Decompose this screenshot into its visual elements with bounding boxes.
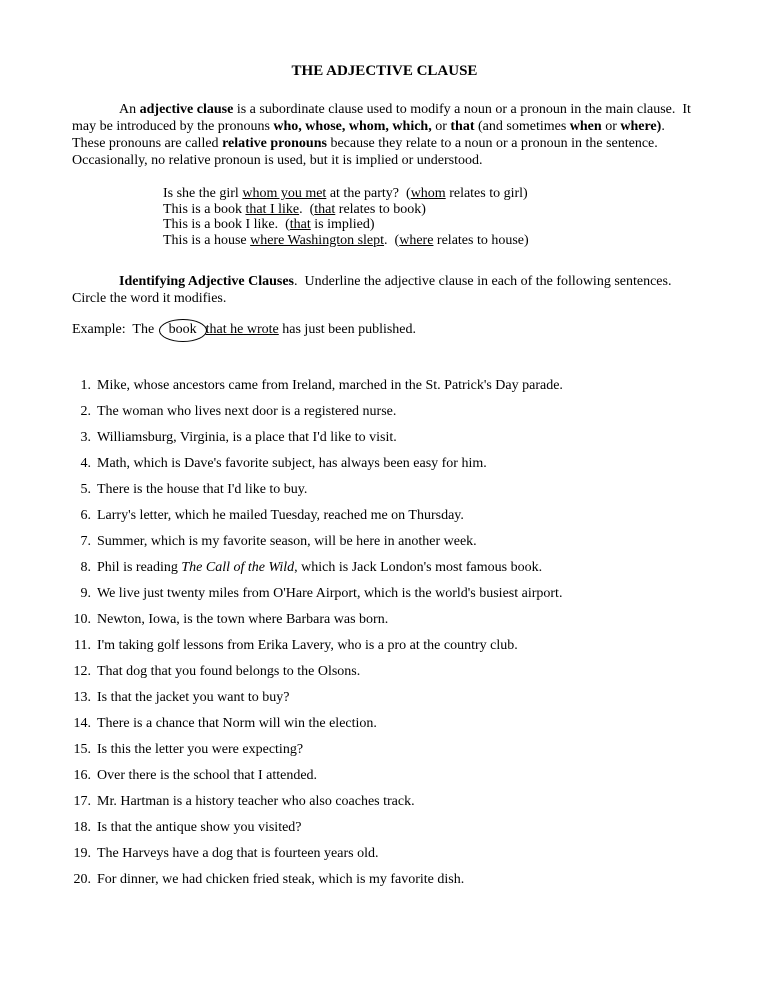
item-text (97, 585, 697, 602)
text-segment: Identifying Adjective Clauses (119, 274, 294, 289)
text-segment: . ( (384, 232, 400, 248)
text-segment: There is the house that I'd like to buy. (97, 482, 308, 497)
text-segment: Newton, Iowa, is the town where Barbara was born. (97, 612, 389, 627)
list-item (72, 767, 697, 784)
text-segment: An (119, 102, 140, 117)
text-segment: We live just twenty miles from O'Hare Airport, which is the world's busiest airport. (97, 586, 563, 601)
text-segment: Williamsburg, Virginia, is a place that I'd like to visit. (97, 430, 397, 445)
item-number: 3. (80, 430, 91, 445)
item-text (97, 637, 697, 654)
item-text (97, 793, 697, 810)
example-sentence (163, 233, 697, 249)
text-segment: where (399, 232, 434, 248)
list-item (72, 871, 697, 888)
text-segment: This is a house (163, 232, 251, 248)
list-item (72, 637, 697, 654)
item-number: 13. (73, 690, 91, 705)
text-segment: at the party? ( (326, 186, 411, 201)
examples-block (163, 186, 697, 248)
text-segment: adjective clause (139, 102, 234, 117)
text-segment: Summer, which is my favorite season, will be here in another week. (97, 534, 477, 549)
text-segment: where) (620, 119, 662, 134)
text-segment: Math, which is Dave's favorite subject, has always been easy for him. (97, 456, 487, 471)
text-segment: (and sometimes (474, 119, 570, 134)
text-segment: because they relate to a noun or a pronoun in the sentence. Occasionally, no relative pronoun is used, but it is implied or understood. (72, 136, 662, 168)
list-item (72, 533, 697, 550)
text-segment: The woman who lives next door is a registered nurse. (97, 404, 397, 419)
item-number: 17. (73, 794, 91, 809)
item-number: 18. (73, 820, 91, 835)
example-sentence (163, 186, 697, 202)
list-item (72, 741, 697, 758)
item-text (97, 689, 697, 706)
item-text (97, 559, 697, 576)
item-number: 8. (80, 560, 91, 575)
text-segment: Example: The (72, 322, 158, 337)
item-number: 6. (80, 508, 91, 523)
list-item (72, 663, 697, 680)
item-text (97, 741, 697, 758)
instructions-paragraph (72, 273, 697, 307)
text-segment: relates to girl) (445, 186, 528, 201)
text-segment: whom (410, 186, 446, 201)
text-segment: relative pronouns (222, 136, 327, 151)
list-item (72, 585, 697, 602)
list-item (72, 507, 697, 524)
text-segment: Is that the jacket you want to buy? (97, 690, 290, 705)
item-number: 15. (73, 742, 91, 757)
text-segment: or (431, 119, 451, 134)
item-number: 20. (73, 872, 91, 887)
item-text (97, 481, 697, 498)
text-segment: where Washington slept (250, 232, 385, 248)
text-segment: Mr. Hartman is a history teacher who also coaches track. (97, 794, 415, 809)
item-text (97, 845, 697, 862)
item-text (97, 715, 697, 732)
list-item (72, 715, 697, 732)
text-segment: that (314, 201, 336, 217)
item-number: 5. (80, 482, 91, 497)
text-segment: whom you met (242, 186, 327, 201)
text-segment: relates to house) (433, 232, 529, 248)
text-segment: That dog that you found belongs to the Olsons. (97, 664, 361, 679)
text-segment: has just been published. (278, 322, 417, 337)
text-segment: This is a book (163, 201, 246, 217)
item-number: 1. (80, 378, 91, 393)
example-sentence (163, 217, 697, 233)
list-item (72, 689, 697, 706)
text-segment: Phil is reading (97, 560, 182, 575)
text-segment: is implied) (310, 217, 375, 232)
item-text (97, 507, 697, 524)
example-answer-line (72, 321, 697, 339)
text-segment: There is a chance that Norm will win the election. (97, 716, 377, 731)
item-text (97, 611, 697, 628)
list-item (72, 429, 697, 446)
text-segment: . These pronouns are called (72, 119, 669, 151)
item-text (97, 663, 697, 680)
text-segment: when (569, 119, 602, 134)
item-text (97, 767, 697, 784)
intro-paragraph (72, 101, 697, 169)
list-item (72, 819, 697, 836)
item-number: 9. (80, 586, 91, 601)
item-number: 7. (80, 534, 91, 549)
text-segment: that he wrote (205, 322, 279, 337)
text-segment: that (450, 119, 475, 134)
text-segment: The Harveys have a dog that is fourteen years old. (97, 846, 379, 861)
page-title: THE ADJECTIVE CLAUSE (291, 63, 478, 79)
text-segment: Over there is the school that I attended. (97, 768, 318, 783)
text-segment: Larry's letter, which he mailed Tuesday, reached me on Thursday. (97, 508, 464, 523)
item-number: 2. (80, 404, 91, 419)
text-segment: Mike, whose ancestors came from Ireland, marched in the St. Patrick's Day parade. (97, 378, 563, 393)
text-segment: Is this the letter you were expecting? (97, 742, 304, 757)
text-segment: or (601, 119, 621, 134)
item-text (97, 455, 697, 472)
text-segment: . ( (299, 201, 315, 217)
item-text (97, 819, 697, 836)
item-number: 14. (73, 716, 91, 731)
list-item (72, 481, 697, 498)
item-number: 16. (73, 768, 91, 783)
list-item (72, 559, 697, 576)
list-item (72, 793, 697, 810)
text-segment: is a subordinate clause used to modify a noun or a pronoun in the main clause. It may be introduced by the pronouns (72, 102, 695, 134)
text-segment: This is a book I like. ( (163, 217, 290, 232)
item-number: 10. (73, 612, 91, 627)
text-segment: Is she the girl (163, 186, 243, 201)
text-segment: that (289, 217, 311, 232)
example-sentence (163, 202, 697, 218)
list-item (72, 845, 697, 862)
list-item (72, 455, 697, 472)
item-number: 12. (73, 664, 91, 679)
list-item (72, 611, 697, 628)
circled-word: book (159, 319, 207, 342)
text-segment: Is that the antique show you visited? (97, 820, 302, 835)
item-text (97, 429, 697, 446)
item-number: 19. (73, 846, 91, 861)
list-item (72, 403, 697, 420)
text-segment: that I like (245, 201, 300, 217)
sentence-list (72, 377, 697, 888)
text-segment: who, whose, whom, which, (273, 119, 432, 134)
text-segment: I'm taking golf lessons from Erika Lavery, who is a pro at the country club. (97, 638, 518, 653)
item-text (97, 533, 697, 550)
text-segment: The Call of the Wild (181, 560, 295, 575)
item-text (97, 871, 697, 888)
item-number: 4. (80, 456, 91, 471)
text-segment: relates to book) (335, 201, 426, 217)
item-text (97, 377, 697, 394)
text-segment: For dinner, we had chicken fried steak, which is my favorite dish. (97, 872, 465, 887)
item-text (97, 403, 697, 420)
list-item (72, 377, 697, 394)
item-number: 11. (74, 638, 91, 653)
text-segment: , which is Jack London's most famous book. (294, 560, 543, 575)
text-segment: . Underline the adjective clause in each of the following sentences. Circle the word it modifies. (72, 274, 679, 306)
